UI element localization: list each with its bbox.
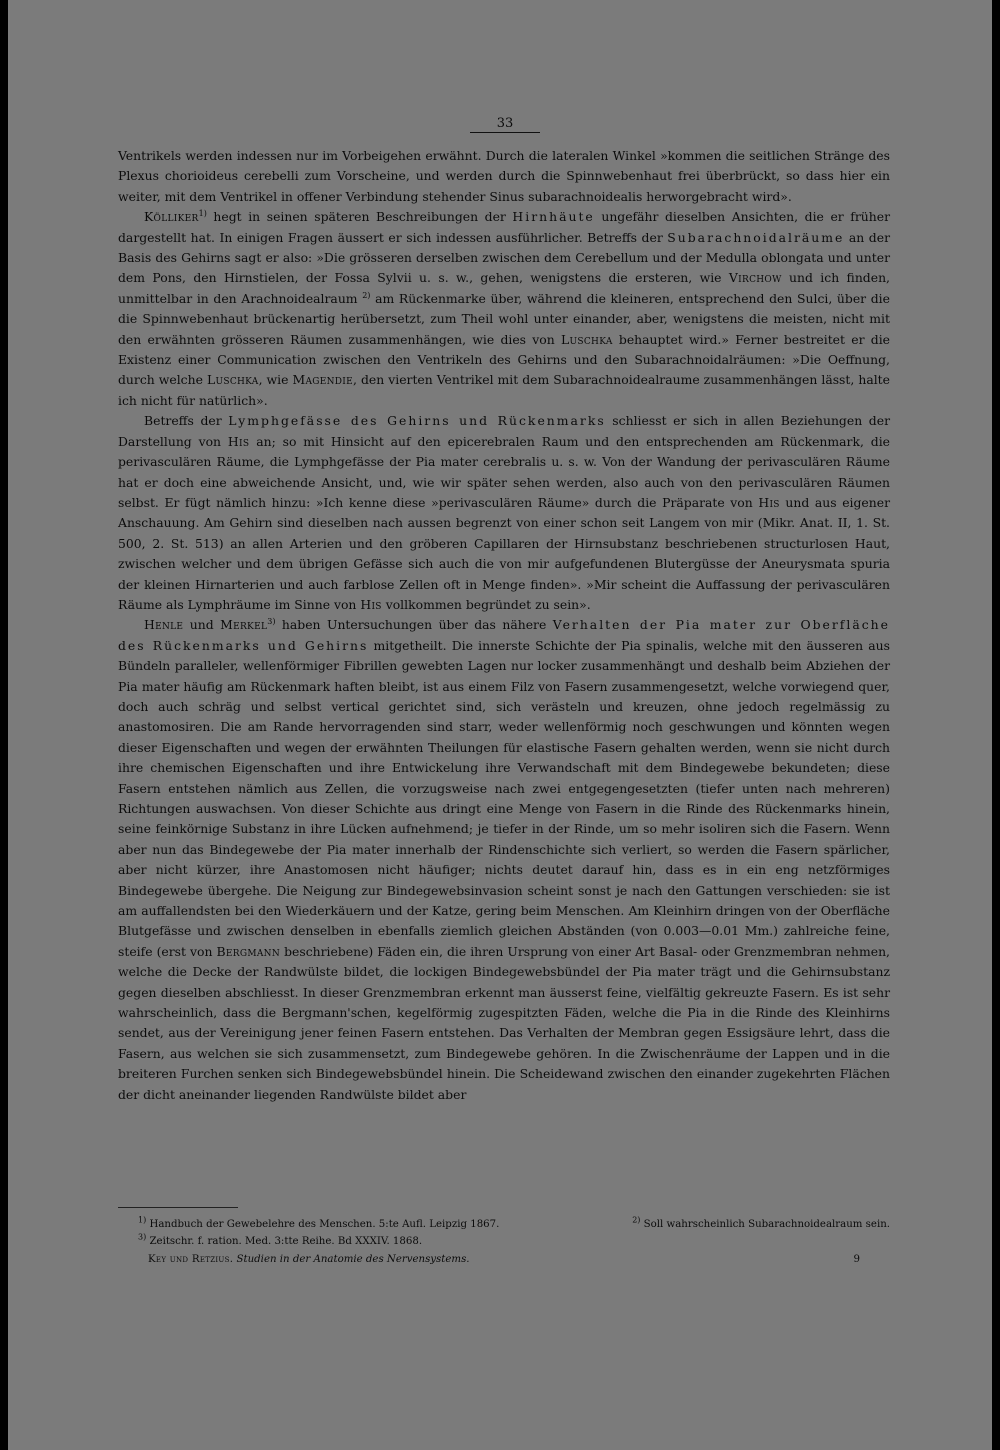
page-number: 33 [470, 116, 540, 133]
text-run: und aus eigener Anschauung. Am Gehirn sind dieselben nach aussen begrenzt von einer schon seit Langem von mir (Mikr. Anat. II, 1. St. 500, 2. St. 513) an allen Arterien und den gröberen Capillaren der Hirnsubstanz beschriebenen structurlosen Haut, zwischen welcher und dem übrigen Gefässe sich auch die von mir aufgefundenen Blutergüsse der Aneurysmata spuria der kleinen Hirnarterien und auch farblose Zellen oft in Menge finden». »Mir scheint die Auffassung der perivasculären Räume als Lymphräume im Sinne von [118, 494, 890, 612]
footnote-3: $^{3)}$ Zeitschr. f. ration. Med. 3:tte Reihe. Bd XXXIV. 1868. [138, 1232, 423, 1247]
text-run: vollkommen begründet zu sein». [381, 596, 591, 612]
text-run: haben Untersuchungen über das nähere [275, 617, 553, 633]
footer-title: Studien in der Anatomie des Nervensystems. [236, 1254, 470, 1265]
footnote-rule [118, 1207, 238, 1208]
author-name: His [227, 433, 250, 449]
text-run: Ventrikels werden indessen nur im Vorbeigehen erwähnt. Durch die lateralen Winkel »kommen die seitlichen Stränge des Plexus chorioideus cerebelli zum Vorscheine, und werden durch die Spinnwebenhaut frei überbrückt, so dass hier ein weiter, mit dem Ventrikel in offener Verbindung stehender Sinus subarachnoidealis herworgebracht wird». [118, 148, 890, 204]
text-run: Betreffs der [144, 413, 229, 429]
spaced-term: Subarachnoidalräume [667, 229, 845, 245]
text-run: und ich finden, unmittelbar in den Arachnoidealraum [118, 270, 890, 306]
paragraph-3 [118, 411, 890, 615]
sheet-number: 9 [853, 1254, 860, 1265]
running-footer [148, 1254, 470, 1265]
page-footer [148, 1254, 860, 1265]
author-name: Merkel [220, 617, 268, 633]
body-text [118, 146, 890, 1105]
text-run: behauptet wird.» Ferner bestreitet er die Existenz einer Communication zwischen den Ventrikeln des Gehirns und den Subarachnoidalräumen: »Die Oeffnung, durch welche [118, 331, 890, 388]
spaced-term: Hirnhäute [512, 209, 595, 225]
text-run: , wie [258, 372, 293, 388]
scan-edge-left [0, 0, 8, 1450]
author-name: Luschka [206, 372, 259, 388]
text-run: und [183, 617, 221, 633]
footnote-ref: 2) [362, 290, 371, 300]
footer-authors: Key und Retzius. [148, 1254, 234, 1265]
text-run: am Rückenmarke über, während die kleineren, entsprechend den Sulci, über die die Spinnwebenhaut brückenartig herübersetzt, zum Theil wohl unter einander, aber, wenigstens die meisten, nicht mit den erwähnten grösseren Räumen zusammenhängen, wie dies von [118, 290, 890, 347]
spaced-term: Lymphgefässe des Gehirns und Rückenmarks [228, 413, 606, 429]
footnote-ref: 1) [198, 209, 207, 219]
text-run: hegt in seinen späteren Beschreibungen der [206, 209, 513, 225]
author-name: Kölliker [144, 209, 199, 225]
footnote-ref: 3) [267, 617, 276, 627]
scan-edge-right [992, 0, 1000, 1450]
author-name: Henle [144, 617, 184, 633]
text-run: mitgetheilt. Die innerste Schichte der Pia spinalis, welche mit den äusseren aus Bündeln paralleler, wellenförmiger Fibrillen gewebten Lagen nur locker zusammenhängt und deshalb beim Abziehen der Pia mater häufig am Rückenmark haften bleibt, ist aus einem Filz von Fasern zusammengesetzt, welche vorwiegend quer, doch auch schräg und selbst vertical gerichtet sind, sich verästeln und kreuzen, ohne jedoch regelmässig zu anastomosiren. Die am Rande hervorragenden sind starr, weder wellenförmig noch geschwungen und könnten wegen dieser Eigenschaften und wegen der erwähnten Theilungen für elastische Fasern gehalten werden, wenn sie nicht durch ihre chemischen Eigenschaften und ihre Entwickelung ihre Verwandschaft mit dem Bindegewebe bekundeten; diese Fasern entstehen nämlich aus Zellen, die vorzugsweise nach zwei entgegengesetzten (tiefer unten nach mehreren) Richtungen auswachsen. Von dieser Schichte aus dringt eine Menge von Fasern in die Rinde des Rückenmarks hinein, seine feinkörnige Substanz in ihre Lücken aufnehmend; je tiefer in der Rinde, um so mehr isoliren sich die Fasern. Wenn aber nun das Bindegewebe der Pia mater innerhalb der Rindenschichte sich verliert, so werden die Fasern spärlicher, aber nicht kürzer, ihre Anastomosen nicht häufiger; nichts deutet darauf hin, dass es in ein eng netzförmiges Bindegewebe übergehe. Die Neigung zur Bindegewebsinvasion scheint sonst je nach den Gattungen verschieden: sie ist am auffallendsten bei den Wiederkäuern und der Katze, gering beim Menschen. Am Kleinhirn dringen von der Oberfläche Blutgefässe und zwischen denselben in ebenfalls ziemlich gleichen Abständen (von 0.003—0.01 Mm.) zahlreiche feine, steife (erst von [118, 637, 890, 959]
text-run: beschriebene) Fäden ein, die ihren Ursprung von einer Art Basal- oder Grenzmembran nehmen, welche die Decke der Randwülste bildet, die lockigen Bindegewebsbündel der Pia mater trägt und die Gehirnsubstanz gegen dieselben abschliesst. In dieser Grenzmembran erkennt man äusserst feine, vielfältig gekreuzte Fasern. Es ist sehr wahrscheinlich, dass die Bergmann'schen, kegelförmig zugespitzten Fäden, welche die Pia in die Rinde des Kleinhirns sendet, aus der Vereinigung jener feinen Fasern entstehen. Das Verhalten der Membran gegen Essigsäure lehrt, dass die Fasern, aus welchen sie sich zusammensetzt, zum Bindegewebe gehören. In die Zwischenräume der Lappen und in die breiteren Furchen senken sich Bindegewebsbündel hinein. Die Scheidewand zwischen den einander zugekehrten Flächen der dicht aneinander liegenden Randwülste bildet aber [118, 943, 890, 1102]
author-name: Luschka [560, 331, 613, 347]
text-run: schliesst er sich in allen Beziehungen der Darstellung von [118, 413, 890, 449]
author-name: Magendie [292, 372, 354, 388]
text-run: an der Basis des Gehirns sagt er also: »Die grösseren derselben zwischen dem Cerebellum und der Medulla oblongata und unter dem Pons, den Hirnstielen, der Fossa Sylvii u. s. w., gehen, wenigstens die ersteren, wie [118, 229, 890, 286]
text-run: , den vierten Ventrikel mit dem Subarachnoidealraume zusammenhängen lässt, halte ich nicht für natürlich». [118, 372, 890, 408]
footnote-1: $^{1)}$ Handbuch der Gewebelehre des Menschen. 5:te Aufl. Leipzig 1867. [138, 1215, 500, 1230]
author-name: Bergmann [216, 943, 281, 959]
paragraph-1 [118, 146, 890, 207]
text-run: ungefähr dieselben Ansichten, die er früher dargestellt hat. In einigen Fragen äussert er sich indessen ausführlicher. Betreffs der [118, 209, 891, 245]
author-name: His [360, 596, 382, 612]
footnote-2: $^{2)}$ Soll wahrscheinlich Subarachnoidealraum sein. [632, 1215, 890, 1230]
footnotes [138, 1216, 890, 1250]
footnote-row [138, 1216, 890, 1233]
text-run: an; so mit Hinsicht auf den epicerebralen Raum und den entsprechenden am Rückenmark, die perivasculären Räume, die Lymphgefässe der Pia mater cerebralis u. s. w. Von der Wandung der perivasculären Räume hat er doch eine abweichende Ansicht, und, wie wir später sehen werden, also auch von den perivasculären Räumen selbst. Er fügt nämlich hinzu: »Ich kenne diese »perivasculären Räume» durch die Präparate von [118, 433, 890, 510]
paragraph-2 [118, 207, 890, 411]
spaced-term: Verhalten der Pia mater zur Oberfläche des Rückenmarks und Gehirns [118, 617, 890, 653]
paragraph-4 [118, 615, 890, 1105]
author-name: Virchow [728, 270, 782, 286]
author-name: His [758, 494, 780, 510]
